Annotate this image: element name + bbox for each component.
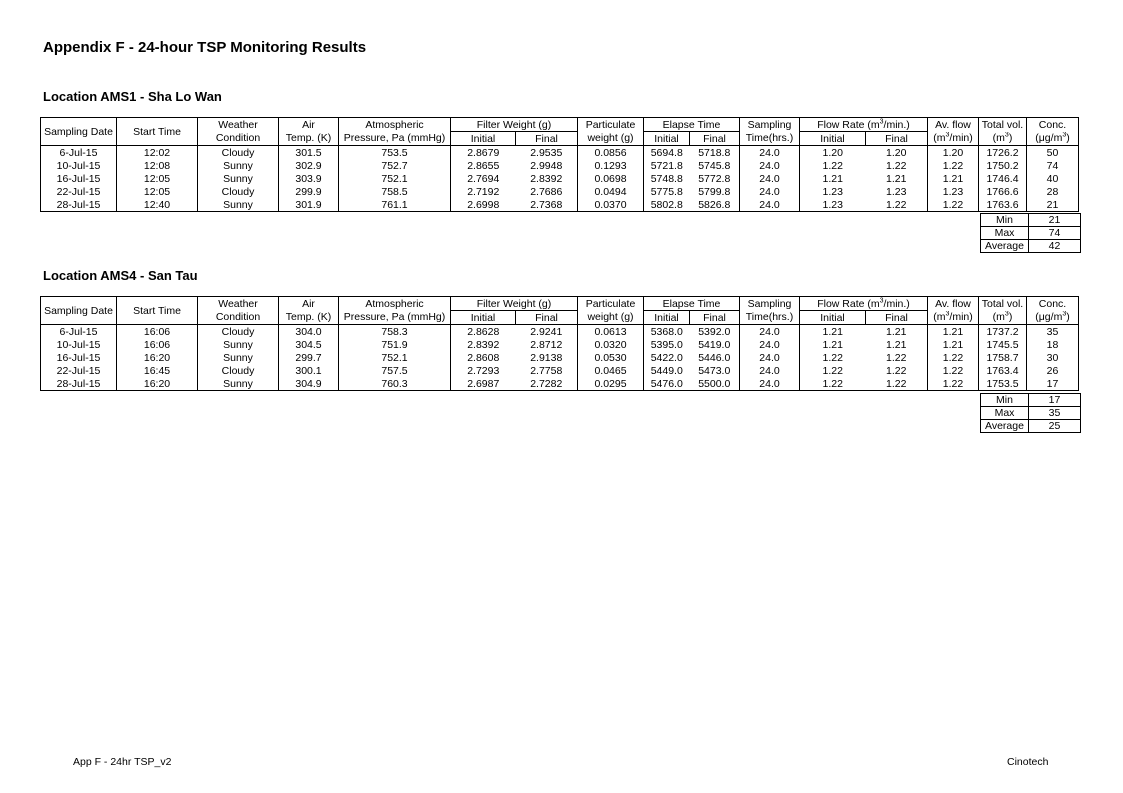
cell-elapse-final: 5799.8: [690, 185, 740, 198]
cell-pressure: 757.5: [339, 364, 451, 377]
cell-filter-final: 2.7368: [516, 198, 578, 212]
cell-weather: Cloudy: [198, 146, 279, 160]
header-total-vol-unit-text: (m: [992, 311, 1005, 324]
stats-row: [981, 214, 1081, 227]
cell-sampling-time: 24.0: [740, 325, 800, 339]
header-filter-weight: Filter Weight (g): [451, 118, 578, 132]
cell-date: 16-Jul-15: [41, 172, 117, 185]
cell-filter-final: 2.9948: [516, 159, 578, 172]
cell-filter-final: 2.9138: [516, 351, 578, 364]
cell-flow-final: 1.20: [866, 146, 928, 160]
cell-total-vol: 1758.7: [979, 351, 1027, 364]
cell-total-vol: 1726.2: [979, 146, 1027, 160]
header-flow-rate-text-end: /min.): [883, 297, 910, 310]
cell-weather: Sunny: [198, 159, 279, 172]
cell-air-temp: 300.1: [279, 364, 339, 377]
cell-date: 10-Jul-15: [41, 159, 117, 172]
header-condition: Condition: [198, 311, 279, 325]
header-conc: Conc.: [1027, 297, 1079, 311]
header-total-vol-unit-text-end: ): [1008, 132, 1013, 145]
table-row: [41, 146, 1079, 160]
cell-sampling-time: 24.0: [740, 364, 800, 377]
cell-date: 28-Jul-15: [41, 198, 117, 212]
header-flow-rate-text: Flow Rate (m: [817, 118, 880, 131]
header-particulate: Particulate: [578, 118, 644, 132]
cell-total-vol: 1763.4: [979, 364, 1027, 377]
cell-av-flow: 1.22: [928, 364, 979, 377]
cell-flow-final: 1.22: [866, 364, 928, 377]
cell-filter-initial: 2.6998: [451, 198, 516, 212]
header-total-vol: Total vol.: [979, 297, 1027, 311]
header-elapse-initial: Initial: [644, 132, 690, 146]
cell-filter-final: 2.8712: [516, 338, 578, 351]
cell-av-flow: 1.22: [928, 159, 979, 172]
cell-date: 22-Jul-15: [41, 364, 117, 377]
cell-filter-initial: 2.7694: [467, 172, 500, 185]
header-elapse-final: Final: [690, 132, 740, 146]
cell-air-temp: 299.7: [279, 351, 339, 364]
cell-flow-initial: 1.20: [822, 146, 843, 159]
page-title: Appendix F - 24-hour TSP Monitoring Results: [43, 39, 367, 56]
header-conc-unit: [1027, 311, 1079, 325]
cell-particulate-weight: 0.1293: [578, 159, 644, 172]
cell-elapse-final: 5826.8: [690, 198, 740, 212]
cell-date: 10-Jul-15: [41, 338, 117, 351]
header-av-flow-unit-text: (m: [933, 132, 946, 145]
cell-elapse-initial: 5802.8: [644, 198, 690, 212]
cell-air-temp: 304.9: [279, 377, 339, 391]
cell-filter-final: 2.9535: [516, 146, 578, 160]
cell-start-time: 16:20: [117, 377, 198, 391]
cell-flow-final: 1.21: [866, 325, 928, 339]
cell-sampling-time: 24.0: [740, 185, 800, 198]
header-time-hrs: Time(hrs.): [740, 132, 800, 146]
header-row-1: [41, 297, 1079, 311]
cell-flow-initial: 1.23: [800, 198, 866, 212]
table-row: [41, 325, 1079, 339]
cell-filter-initial: 2.7192: [467, 185, 500, 198]
header-elapse-time: Elapse Time: [644, 118, 740, 132]
cell-pressure: 758.5: [339, 185, 451, 198]
cell-air-temp: 302.9: [279, 159, 339, 172]
header-start-time: Start Time: [117, 297, 198, 325]
header-pressure: Pressure, Pa (mmHg): [339, 132, 451, 146]
cell-sampling-time: 24.0: [740, 172, 800, 185]
cell-total-vol: 1737.2: [979, 325, 1027, 339]
cell-elapse-initial: 5721.8: [650, 159, 683, 172]
cell-pressure: 760.3: [339, 377, 451, 391]
cell-particulate-weight: 0.0698: [578, 172, 644, 185]
header-total-vol-unit: [979, 132, 1027, 146]
cell-sampling-time: 24.0: [740, 338, 800, 351]
header-temp: Temp. (K): [279, 311, 339, 325]
stat-label: Min: [981, 394, 1029, 407]
cell-filter-initial: 2.8608: [467, 351, 500, 364]
header-av-flow-unit: [928, 311, 979, 325]
footer-document-name: App F - 24hr TSP_v2: [73, 756, 172, 768]
stat-value: 25: [1029, 420, 1081, 433]
stat-label: Min: [981, 214, 1029, 227]
cell-particulate-weight: 0.0494: [578, 185, 644, 198]
cell-sampling-time: 24.0: [740, 351, 800, 364]
cell-conc: 30: [1027, 351, 1079, 364]
cell-start-time: 16:45: [117, 364, 198, 377]
table-row: [41, 351, 1079, 364]
cell-elapse-initial: 5476.0: [644, 377, 690, 391]
header-elapse-final: Final: [690, 311, 740, 325]
cell-conc: 18: [1027, 338, 1079, 351]
cell-flow-final: 1.22: [866, 198, 928, 212]
header-start-time: Start Time: [117, 118, 198, 146]
cell-date: 28-Jul-15: [41, 377, 117, 391]
stats-table-ams4: [980, 393, 1081, 433]
cell-sampling-time: 24.0: [740, 377, 800, 391]
header-total-vol-unit-superscript: 3: [1004, 310, 1009, 318]
location-heading-ams4: Location AMS4 - San Tau: [43, 268, 198, 283]
header-temp: Temp. (K): [279, 132, 339, 146]
cell-start-time: 12:05: [117, 172, 198, 185]
cell-start-time: 16:06: [117, 325, 198, 339]
cell-conc: 21: [1027, 198, 1079, 212]
cell-elapse-initial: 5748.8: [650, 172, 683, 185]
header-flow-initial: Initial: [800, 132, 866, 146]
header-sampling: Sampling: [740, 118, 800, 132]
header-flow-initial: Initial: [800, 311, 866, 325]
header-total-vol-unit-superscript: 3: [1004, 131, 1009, 139]
cell-elapse-initial: 5368.0: [650, 325, 683, 338]
table-row: [41, 185, 1079, 198]
stats-table-ams1: [980, 213, 1081, 253]
stat-value: 17: [1029, 394, 1081, 407]
header-total-vol-unit: [979, 311, 1027, 325]
cell-elapse-initial: 5449.0: [650, 364, 683, 377]
cell-sampling-time: 24.0: [740, 159, 800, 172]
header-filter-final: Final: [516, 311, 578, 325]
cell-conc: 28: [1027, 185, 1079, 198]
header-av-flow-unit-text-end: /min): [949, 132, 973, 145]
cell-elapse-final: 5392.0: [690, 325, 740, 339]
cell-flow-final: 1.21: [866, 172, 928, 185]
header-conc-unit-text: (μg/m: [1035, 132, 1063, 145]
table-row: [41, 159, 1079, 172]
cell-flow-initial: 1.23: [822, 185, 843, 198]
header-total-vol-unit-text: (m: [992, 132, 1005, 145]
stats-row: [981, 240, 1081, 253]
cell-conc: 26: [1027, 364, 1079, 377]
header-condition: Condition: [198, 132, 279, 146]
header-air: Air: [279, 118, 339, 132]
cell-particulate-weight: 0.0530: [578, 351, 644, 364]
cell-pressure: 752.1: [339, 172, 451, 185]
tsp-table-ams1: [40, 117, 1079, 212]
cell-conc: 35: [1027, 325, 1079, 339]
header-flow-rate-superscript: 3: [879, 118, 884, 125]
header-flow-rate-text-end: /min.): [883, 118, 910, 131]
cell-filter-final: 2.8392: [516, 172, 578, 185]
cell-air-temp: 304.0: [279, 325, 339, 339]
cell-elapse-final: 5419.0: [690, 338, 740, 351]
header-elapse-time: Elapse Time: [644, 297, 740, 311]
cell-weather: Sunny: [198, 338, 279, 351]
cell-pressure: 753.5: [339, 146, 451, 160]
cell-flow-final: 1.21: [866, 338, 928, 351]
cell-pressure: 752.1: [339, 351, 451, 364]
header-filter-initial: Initial: [451, 132, 516, 146]
header-av-flow-unit-superscript: 3: [945, 131, 950, 139]
cell-particulate-weight: 0.0856: [578, 146, 644, 160]
cell-weather: Sunny: [198, 351, 279, 364]
header-flow-rate: [800, 118, 928, 132]
header-pressure: Pressure, Pa (mmHg): [339, 311, 451, 325]
stat-value: 42: [1029, 240, 1081, 253]
cell-air-temp: 303.9: [279, 172, 339, 185]
header-av-flow-unit-superscript: 3: [945, 310, 950, 318]
stat-label: Average: [981, 420, 1029, 433]
cell-conc: 40: [1027, 172, 1079, 185]
cell-flow-initial: 1.22: [822, 159, 843, 172]
stat-value: 35: [1029, 407, 1081, 420]
table-row: [41, 377, 1079, 391]
cell-date: 6-Jul-15: [41, 146, 117, 160]
header-weather: Weather: [198, 297, 279, 311]
header-conc-unit-superscript: 3: [1062, 310, 1067, 318]
header-row-1: [41, 118, 1079, 132]
cell-weather: Cloudy: [198, 185, 279, 198]
header-sampling-date: Sampling Date: [41, 297, 117, 325]
cell-total-vol: 1753.5: [979, 377, 1027, 391]
header-atmospheric: Atmospheric: [339, 118, 451, 132]
cell-filter-final: 2.7686: [516, 185, 578, 198]
header-conc: Conc.: [1027, 118, 1079, 132]
cell-particulate-weight: 0.0295: [578, 377, 644, 391]
cell-total-vol: 1746.4: [979, 172, 1027, 185]
cell-start-time: 12:02: [117, 146, 198, 160]
cell-elapse-final: 5772.8: [690, 172, 740, 185]
cell-start-time: 12:08: [117, 159, 198, 172]
cell-elapse-initial: 5422.0: [650, 351, 683, 364]
header-particulate: Particulate: [578, 297, 644, 311]
cell-pressure: 752.7: [339, 159, 451, 172]
cell-elapse-initial: 5775.8: [650, 185, 683, 198]
header-av-flow-unit: [928, 132, 979, 146]
header-flow-final: Final: [866, 311, 928, 325]
header-time-hrs: Time(hrs.): [740, 311, 800, 325]
cell-total-vol: 1766.6: [979, 185, 1027, 198]
cell-elapse-final: 5473.0: [690, 364, 740, 377]
cell-flow-initial: 1.22: [822, 351, 843, 364]
header-conc-unit-text: (μg/m: [1035, 311, 1063, 324]
cell-elapse-final: 5718.8: [690, 146, 740, 160]
cell-flow-final: 1.22: [866, 377, 928, 391]
stat-value: 21: [1029, 214, 1081, 227]
cell-start-time: 16:20: [117, 351, 198, 364]
header-atmospheric: Atmospheric: [339, 297, 451, 311]
cell-flow-initial: 1.21: [822, 338, 843, 351]
cell-sampling-time: 24.0: [740, 146, 800, 160]
cell-particulate-weight: 0.0370: [578, 198, 644, 212]
cell-total-vol: 1750.2: [979, 159, 1027, 172]
cell-pressure: 761.1: [339, 198, 451, 212]
cell-filter-final: 2.9241: [516, 325, 578, 339]
header-flow-rate-superscript: 3: [879, 297, 884, 304]
cell-conc: 50: [1027, 146, 1079, 160]
cell-date: 22-Jul-15: [41, 185, 117, 198]
cell-elapse-final: 5446.0: [690, 351, 740, 364]
cell-weather: Sunny: [198, 172, 279, 185]
stat-value: 74: [1029, 227, 1081, 240]
cell-filter-final: 2.7282: [516, 377, 578, 391]
table-row: [41, 338, 1079, 351]
table-row: [41, 364, 1079, 377]
cell-particulate-weight: 0.0465: [578, 364, 644, 377]
stats-row: [981, 227, 1081, 240]
header-conc-unit: [1027, 132, 1079, 146]
stat-label: Average: [981, 240, 1029, 253]
header-av-flow: Av. flow: [928, 297, 979, 311]
cell-av-flow: 1.22: [928, 198, 979, 212]
cell-air-temp: 304.5: [279, 338, 339, 351]
cell-start-time: 12:40: [117, 198, 198, 212]
cell-pressure: 758.3: [339, 325, 451, 339]
cell-flow-initial: 1.21: [822, 172, 843, 185]
header-filter-initial: Initial: [451, 311, 516, 325]
header-weight: weight (g): [578, 132, 644, 146]
header-conc-unit-superscript: 3: [1062, 131, 1067, 139]
header-flow-rate: [800, 297, 928, 311]
cell-filter-initial: 2.8679: [467, 146, 500, 159]
cell-av-flow: 1.21: [928, 338, 979, 351]
cell-weather: Sunny: [198, 198, 279, 212]
cell-conc: 74: [1027, 159, 1079, 172]
header-flow-final: Final: [866, 132, 928, 146]
cell-filter-initial: 2.8655: [467, 159, 500, 172]
header-av-flow-unit-text-end: /min): [949, 311, 973, 324]
cell-total-vol: 1763.6: [979, 198, 1027, 212]
cell-start-time: 12:05: [117, 185, 198, 198]
cell-pressure: 751.9: [339, 338, 451, 351]
cell-conc: 17: [1027, 377, 1079, 391]
stat-label: Max: [981, 227, 1029, 240]
cell-av-flow: 1.23: [928, 185, 979, 198]
cell-particulate-weight: 0.0613: [578, 325, 644, 339]
cell-flow-final: 1.22: [866, 351, 928, 364]
location-heading-ams1: Location AMS1 - Sha Lo Wan: [43, 89, 222, 104]
cell-filter-initial: 2.8392: [467, 338, 500, 351]
header-conc-unit-text-end: ): [1066, 132, 1070, 145]
cell-av-flow: 1.20: [928, 146, 979, 160]
header-total-vol-unit-text-end: ): [1008, 311, 1013, 324]
cell-filter-initial: 2.8628: [467, 325, 500, 338]
header-filter-final: Final: [516, 132, 578, 146]
cell-filter-final: 2.7758: [516, 364, 578, 377]
cell-weather: Cloudy: [198, 325, 279, 339]
cell-av-flow: 1.22: [928, 351, 979, 364]
cell-flow-initial: 1.22: [800, 377, 866, 391]
cell-start-time: 16:06: [117, 338, 198, 351]
cell-av-flow: 1.22: [928, 377, 979, 391]
cell-total-vol: 1745.5: [979, 338, 1027, 351]
header-av-flow-unit-text: (m: [933, 311, 946, 324]
header-total-vol: Total vol.: [979, 118, 1027, 132]
cell-sampling-time: 24.0: [740, 198, 800, 212]
cell-weather: Sunny: [198, 377, 279, 391]
cell-filter-initial: 2.6987: [451, 377, 516, 391]
cell-particulate-weight: 0.0320: [578, 338, 644, 351]
cell-flow-initial: 1.21: [822, 325, 843, 338]
cell-air-temp: 301.5: [279, 146, 339, 160]
table-row: [41, 198, 1079, 212]
cell-elapse-initial: 5694.8: [650, 146, 683, 159]
cell-weather: Cloudy: [198, 364, 279, 377]
header-elapse-initial: Initial: [644, 311, 690, 325]
cell-air-temp: 299.9: [279, 185, 339, 198]
cell-date: 16-Jul-15: [41, 351, 117, 364]
tsp-table-ams4: [40, 296, 1079, 391]
cell-av-flow: 1.21: [928, 172, 979, 185]
stats-row: [981, 420, 1081, 433]
header-filter-weight: Filter Weight (g): [451, 297, 578, 311]
header-weight: weight (g): [578, 311, 644, 325]
header-av-flow: Av. flow: [928, 118, 979, 132]
header-flow-rate-text: Flow Rate (m: [817, 297, 880, 310]
cell-elapse-final: 5500.0: [690, 377, 740, 391]
stat-label: Max: [981, 407, 1029, 420]
cell-flow-final: 1.23: [866, 185, 928, 198]
table-row: [41, 172, 1079, 185]
header-weather: Weather: [198, 118, 279, 132]
cell-av-flow: 1.21: [928, 325, 979, 339]
cell-flow-initial: 1.22: [822, 364, 843, 377]
cell-elapse-final: 5745.8: [690, 159, 740, 172]
stats-row: [981, 394, 1081, 407]
stats-row: [981, 407, 1081, 420]
header-air: Air: [279, 297, 339, 311]
cell-elapse-initial: 5395.0: [650, 338, 683, 351]
cell-flow-final: 1.22: [866, 159, 928, 172]
header-sampling: Sampling: [740, 297, 800, 311]
header-conc-unit-text-end: ): [1066, 311, 1070, 324]
cell-date: 6-Jul-15: [41, 325, 117, 339]
cell-filter-initial: 2.7293: [467, 364, 500, 377]
cell-air-temp: 301.9: [279, 198, 339, 212]
header-sampling-date: Sampling Date: [41, 118, 117, 146]
footer-company: Cinotech: [1007, 756, 1049, 768]
